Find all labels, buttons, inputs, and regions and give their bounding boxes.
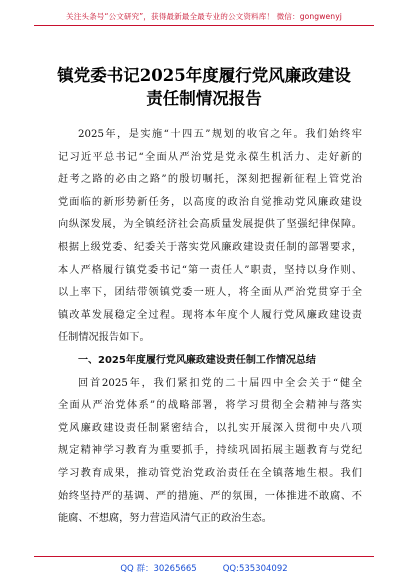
header-divider bbox=[34, 25, 374, 26]
paragraph-line: 始终坚持严的基调、严的措施、严的氛围，一体推进不敢腐、不 bbox=[58, 490, 362, 502]
paragraph-line: 本人严格履行镇党委书记“第一责任人”职责，坚持以身作则、 bbox=[58, 264, 362, 276]
paragraph-line: 规定精神学习教育为重要抓手，持续巩固拓展主题教育与党纪 bbox=[58, 445, 362, 457]
paragraph-line: 记习近平总书记“全面从严治党是党永葆生机活力、走好新的 bbox=[58, 151, 362, 163]
footer bbox=[34, 562, 374, 574]
paragraph-line: 全面从严治党体系”的战略部署，将学习贯彻全会精神与落实 bbox=[58, 400, 362, 412]
document-title-line-2: 责任制情况报告 bbox=[146, 89, 262, 108]
paragraph-line: 回首2025年，我们紧扣党的二十届四中全会关于“健全 bbox=[78, 377, 362, 389]
paragraph-line: 以上率下，团结带领镇党委一班人，将全面从严治党贯穿于全 bbox=[58, 287, 362, 299]
paragraph-line: 党面临的新形势新任务，以高度的政治自觉推动党风廉政建设 bbox=[58, 196, 362, 208]
paragraph-line: 党风廉政建设责任制紧密结合，以扎实开展深入贯彻中央八项 bbox=[58, 422, 362, 434]
paragraph-line: 向纵深发展，为全镇经济社会高质量发展提供了坚强纪律保障。 bbox=[58, 219, 362, 231]
body-text bbox=[58, 124, 362, 531]
paragraph-line: 根据上级党委、纪委关于落实党风廉政建设责任制的部署要求， bbox=[58, 241, 362, 253]
footer-qq-contact: QQ:535304092 bbox=[222, 564, 288, 574]
document-title-line-1: 镇党委书记2025年度履行党风廉政建设 bbox=[57, 66, 351, 85]
footer-divider bbox=[34, 556, 374, 557]
footer-qq-group: QQ 群：30265665 bbox=[120, 564, 197, 574]
paragraph-line: 能腐、不想腐，努力营造风清气正的政治生态。 bbox=[58, 513, 272, 525]
paragraph-line: 任制情况报告如下。 bbox=[58, 332, 150, 344]
paragraph-line: 学习教育成果，推动管党治党政治责任在全镇落地生根。我们 bbox=[58, 467, 362, 479]
paragraph-line: 2025年，是实施“十四五”规划的收官之年。我们始终牢 bbox=[78, 129, 362, 140]
section-heading: 一、2025年度履行党风廉政建设责任制工作情况总结 bbox=[78, 354, 316, 366]
header-banner: 关注头条号“公文研究”，获得最新最全最专业的公文资料库！ 微信：gongwenyj bbox=[66, 12, 342, 21]
paragraph-line: 赶考之路的必由之路”的殷切嘱托，深刻把握新征程上管党治 bbox=[58, 174, 362, 186]
paragraph-line: 镇改革发展稳定全过程。现将本年度个人履行党风廉政建设责 bbox=[58, 309, 362, 321]
